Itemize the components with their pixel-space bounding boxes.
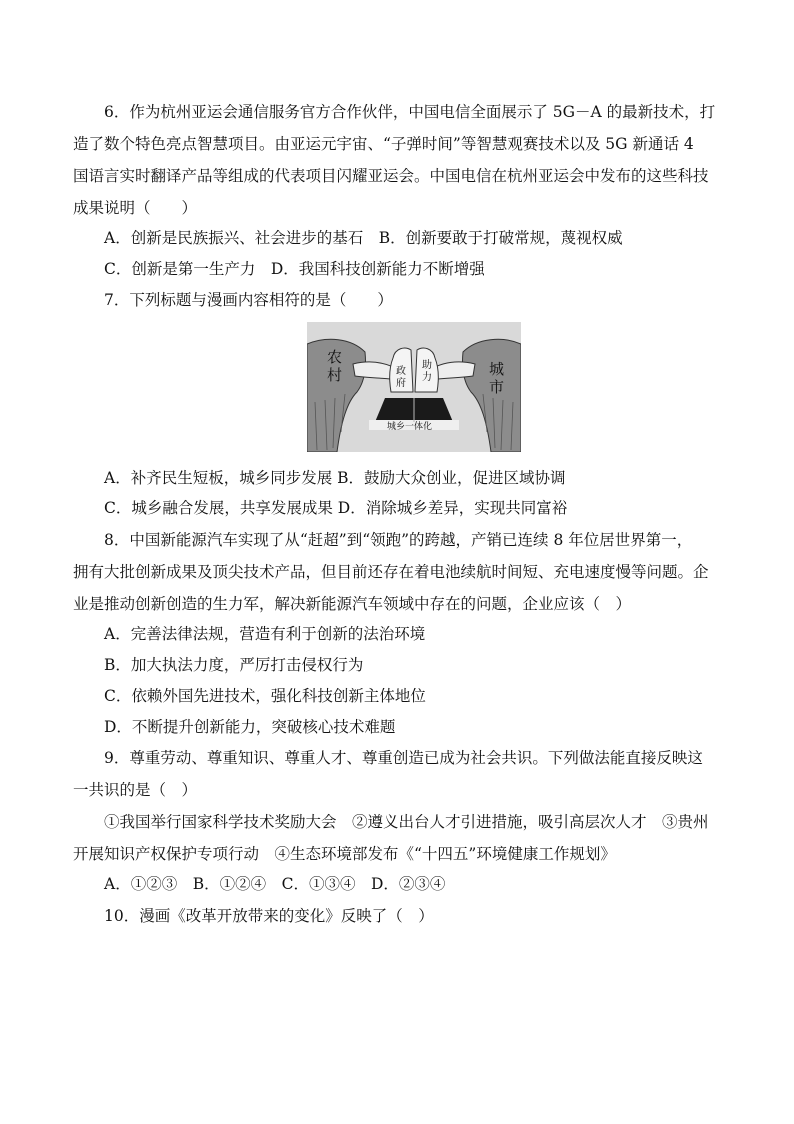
- q9-line-4: 开展知识产权保护专项行动 ④生态环境部发布《“十四五”环境健康工作规划》: [73, 845, 616, 863]
- q8-line-3: 业是推动创新创造的生力军，解决新能源汽车领域中存在的问题，企业应该（ ）: [73, 595, 632, 613]
- q10-stem: 10．漫画《改革开放带来的变化》反映了（ ）: [104, 907, 434, 925]
- q8-option-b: B．加大执法力度，严厉打击侵权行为: [104, 656, 364, 674]
- q7-options-cd: C．城乡融合发展，共享发展成果 D．消除城乡差异，实现共同富裕: [104, 499, 568, 517]
- q6-line-4: 成果说明（ ）: [73, 199, 198, 217]
- q9-line-3: ①我国举行国家科学技术奖励大会 ②遵义出台人才引进措施，吸引高层次人才 ③贵州: [104, 813, 709, 831]
- q8-line-2: 拥有大批创新成果及顶尖技术产品，但目前还存在着电池续航时间短、充电速度慢等问题。企: [73, 563, 709, 581]
- q8-line-1: 8．中国新能源汽车实现了从“赶超”到“领跑”的跨越，产销已连续 8 年位居世界第一，: [104, 531, 693, 549]
- label-urban-1: 城: [489, 360, 505, 378]
- label-govt-1: 政: [396, 366, 406, 377]
- q8-option-a: A．完善法律法规，营造有利于创新的法治环境: [104, 625, 426, 643]
- q9-line-1: 9．尊重劳动、尊重知识、尊重人才、尊重创造已成为社会共识。下列做法能直接反映这: [104, 749, 703, 767]
- cartoon-svg: [307, 322, 521, 452]
- label-help-2: 力: [422, 372, 432, 383]
- q9-options: A．①②③ B．①②④ C．①③④ D．②③④: [104, 875, 446, 893]
- q6-line-3: 国语言实时翻译产品等组成的代表项目闪耀亚运会。中国电信在杭州亚运会中发布的这些科技: [73, 167, 709, 185]
- q6-options-cd: C．创新是第一生产力 D．我国科技创新能力不断增强: [104, 260, 485, 278]
- label-rural-2: 村: [327, 366, 343, 384]
- q6-options-ab: A．创新是民族振兴、社会进步的基石 B．创新要敢于打破常规，蔑视权威: [104, 229, 623, 247]
- q8-option-d: D．不断提升创新能力，突破核心技术难题: [104, 718, 396, 736]
- q9-line-2: 一共识的是（ ）: [73, 781, 198, 799]
- q8-option-c: C．依赖外国先进技术，强化科技创新主体地位: [104, 687, 426, 705]
- label-urban-2: 市: [489, 378, 505, 396]
- q6-line-1: 6．作为杭州亚运会通信服务官方合作伙伴，中国电信全面展示了 5G－A 的最新技术，打: [104, 103, 716, 121]
- label-govt-2: 府: [396, 378, 406, 389]
- label-rural-1: 农: [327, 348, 343, 366]
- cartoon-urban-rural-integration: [307, 322, 521, 452]
- label-urban-rural-integration: 城乡一体化: [387, 422, 433, 432]
- q7-options-ab: A．补齐民生短板，城乡同步发展 B．鼓励大众创业，促进区域协调: [104, 469, 566, 487]
- q6-line-2: 造了数个特色亮点智慧项目。由亚运元宇宙、“子弹时间”等智慧观赛技术以及 5G 新通话 4: [73, 135, 694, 153]
- label-help-1: 助: [422, 360, 432, 371]
- q7-stem: 7．下列标题与漫画内容相符的是（ ）: [104, 291, 393, 309]
